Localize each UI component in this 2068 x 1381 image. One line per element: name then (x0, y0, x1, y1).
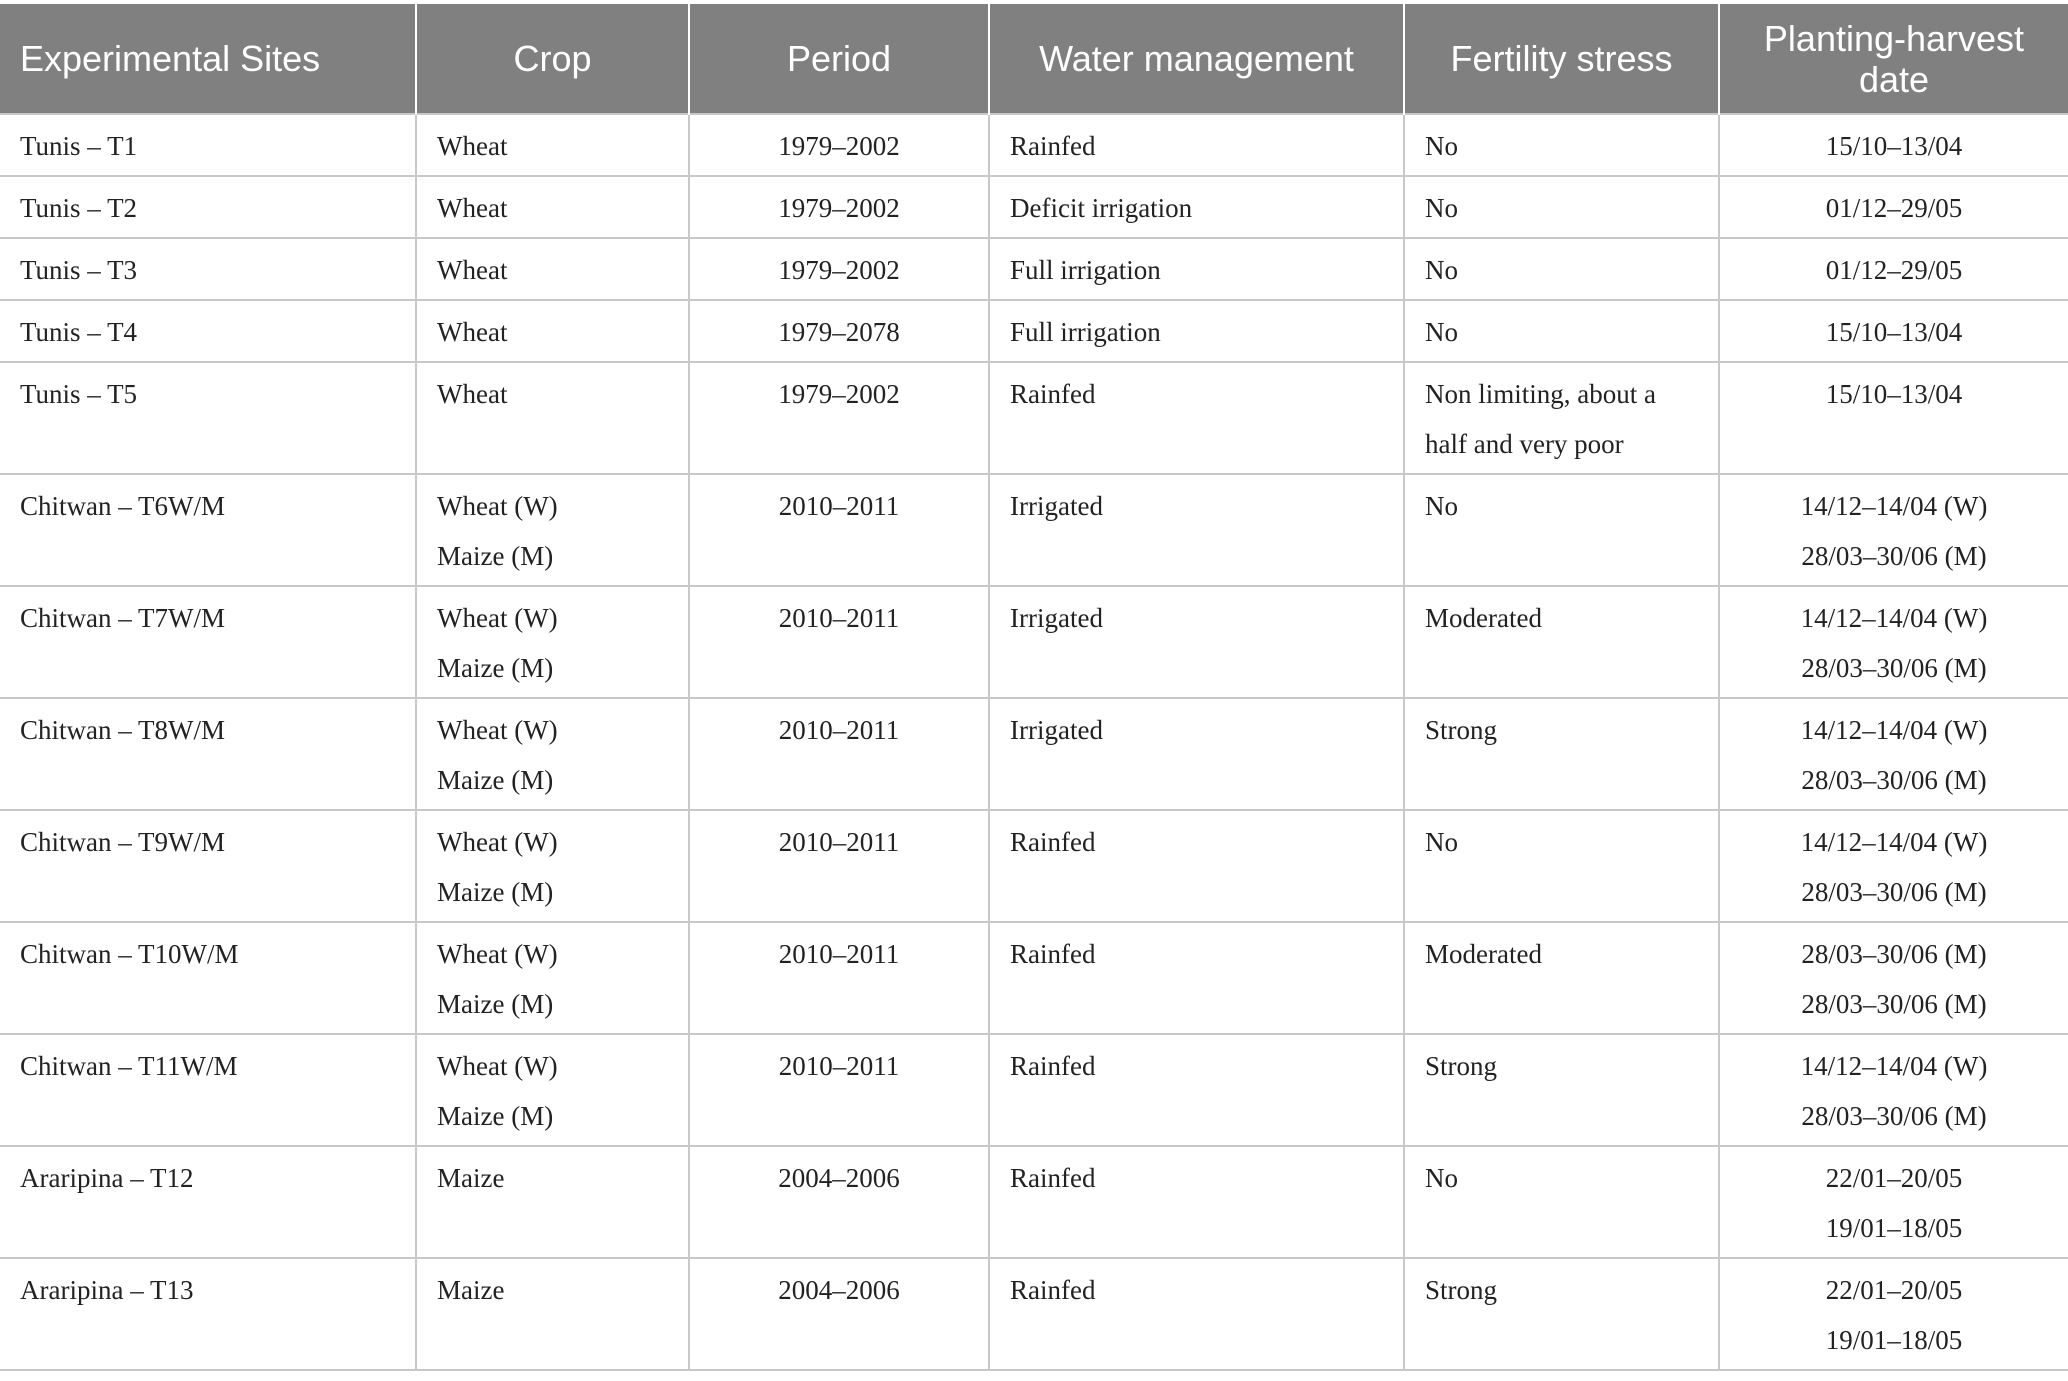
cell-water-management: Rainfed (989, 810, 1404, 922)
cell-crop-line: Wheat (437, 193, 508, 223)
cell-planting-harvest-date (1719, 362, 2068, 474)
cell-planting-harvest-date-line: 28/03–30/06 (M) (1801, 541, 1987, 571)
cell-fertility-stress (1404, 810, 1719, 922)
cell-period: 2010–2011 (689, 1034, 989, 1146)
cell-planting-harvest-date-line: 28/03–30/06 (M) (1801, 1101, 1987, 1131)
cell-planting-harvest-date-line: 14/12–14/04 (W) (1800, 1051, 1988, 1081)
cell-crop-line: Maize (437, 1163, 505, 1193)
cell-planting-harvest-date-line: 28/03–30/06 (M) (1801, 653, 1987, 683)
table-row (0, 698, 2068, 810)
cell-crop-line: Maize (M) (437, 653, 554, 683)
cell-water-management: Full irrigation (989, 300, 1404, 362)
cell-planting-harvest-date-line: 19/01–18/05 (1825, 1325, 1963, 1355)
table-row (0, 1146, 2068, 1258)
cell-period: 2010–2011 (689, 810, 989, 922)
experimental-sites-table (0, 4, 2068, 1371)
cell-fertility-stress-line: Strong (1425, 715, 1498, 745)
cell-period: 1979–2078 (689, 300, 989, 362)
cell-planting-harvest-date-line: 22/01–20/05 (1825, 1275, 1963, 1305)
cell-planting-harvest-date-line: 15/10–13/04 (1825, 379, 1963, 409)
cell-crop (416, 362, 689, 474)
cell-site: Araripina – T12 (0, 1146, 416, 1258)
cell-site: Chitwan – T11W/M (0, 1034, 416, 1146)
table-row (0, 300, 2068, 362)
cell-water-management: Deficit irrigation (989, 176, 1404, 238)
cell-water-management: Rainfed (989, 922, 1404, 1034)
cell-site: Chitwan – T9W/M (0, 810, 416, 922)
cell-period: 2004–2006 (689, 1258, 989, 1370)
cell-fertility-stress (1404, 114, 1719, 176)
cell-planting-harvest-date (1719, 176, 2068, 238)
cell-planting-harvest-date (1719, 1258, 2068, 1370)
cell-planting-harvest-date-line: 14/12–14/04 (W) (1800, 827, 1988, 857)
table-row (0, 474, 2068, 586)
cell-planting-harvest-date-line: 28/03–30/06 (M) (1801, 939, 1987, 969)
cell-crop (416, 810, 689, 922)
cell-site: Chitwan – T10W/M (0, 922, 416, 1034)
cell-planting-harvest-date-line: 28/03–30/06 (M) (1801, 877, 1987, 907)
cell-planting-harvest-date-line: 14/12–14/04 (W) (1800, 603, 1988, 633)
cell-water-management: Rainfed (989, 114, 1404, 176)
cell-crop-line: Wheat (W) (437, 1051, 558, 1081)
cell-planting-harvest-date-line: 28/03–30/06 (M) (1801, 765, 1987, 795)
cell-crop (416, 1258, 689, 1370)
cell-fertility-stress-line: Non limiting, about a (1425, 379, 1656, 409)
cell-crop (416, 300, 689, 362)
table-row (0, 114, 2068, 176)
cell-planting-harvest-date-line: 28/03–30/06 (M) (1801, 989, 1987, 1019)
cell-crop-line: Maize (M) (437, 877, 554, 907)
cell-fertility-stress-line: No (1425, 1163, 1458, 1193)
cell-crop-line: Maize (M) (437, 541, 554, 571)
cell-period: 2010–2011 (689, 698, 989, 810)
cell-planting-harvest-date-line: 19/01–18/05 (1825, 1213, 1963, 1243)
cell-fertility-stress (1404, 300, 1719, 362)
cell-crop (416, 922, 689, 1034)
cell-planting-harvest-date (1719, 698, 2068, 810)
header-period: Period (689, 4, 989, 114)
cell-crop-line: Wheat (W) (437, 939, 558, 969)
cell-crop-line: Wheat (437, 379, 508, 409)
cell-water-management: Rainfed (989, 1258, 1404, 1370)
cell-period: 2010–2011 (689, 474, 989, 586)
cell-crop-line: Maize (437, 1275, 505, 1305)
cell-planting-harvest-date (1719, 114, 2068, 176)
cell-site: Araripina – T13 (0, 1258, 416, 1370)
cell-crop (416, 114, 689, 176)
cell-period: 2010–2011 (689, 922, 989, 1034)
cell-crop (416, 698, 689, 810)
cell-period: 2010–2011 (689, 586, 989, 698)
cell-fertility-stress-line: No (1425, 255, 1458, 285)
cell-fertility-stress-line: No (1425, 317, 1458, 347)
cell-site: Tunis – T3 (0, 238, 416, 300)
cell-fertility-stress (1404, 1034, 1719, 1146)
table-row (0, 586, 2068, 698)
cell-fertility-stress (1404, 238, 1719, 300)
cell-planting-harvest-date (1719, 922, 2068, 1034)
cell-site: Tunis – T5 (0, 362, 416, 474)
cell-crop (416, 176, 689, 238)
cell-crop (416, 1146, 689, 1258)
cell-water-management: Full irrigation (989, 238, 1404, 300)
cell-crop-line: Wheat (W) (437, 491, 558, 521)
cell-planting-harvest-date-line: 14/12–14/04 (W) (1800, 491, 1988, 521)
cell-site: Chitwan – T7W/M (0, 586, 416, 698)
cell-fertility-stress (1404, 586, 1719, 698)
cell-crop (416, 474, 689, 586)
cell-crop-line: Wheat (W) (437, 603, 558, 633)
cell-crop-line: Wheat (W) (437, 715, 558, 745)
cell-fertility-stress (1404, 474, 1719, 586)
header-row (0, 4, 2068, 114)
cell-period: 1979–2002 (689, 114, 989, 176)
header-planting-harvest-date: Planting-harvest date (1719, 4, 2068, 114)
cell-crop-line: Wheat (W) (437, 827, 558, 857)
cell-planting-harvest-date (1719, 1034, 2068, 1146)
cell-fertility-stress (1404, 1258, 1719, 1370)
cell-fertility-stress-line: Strong (1425, 1275, 1498, 1305)
cell-water-management: Rainfed (989, 1034, 1404, 1146)
cell-crop-line: Wheat (437, 255, 508, 285)
cell-crop (416, 1034, 689, 1146)
cell-planting-harvest-date (1719, 474, 2068, 586)
cell-crop (416, 586, 689, 698)
cell-fertility-stress (1404, 698, 1719, 810)
cell-water-management: Irrigated (989, 698, 1404, 810)
cell-period: 1979–2002 (689, 176, 989, 238)
cell-planting-harvest-date (1719, 586, 2068, 698)
cell-fertility-stress-line: No (1425, 491, 1458, 521)
cell-crop-line: Maize (M) (437, 765, 554, 795)
cell-site: Tunis – T2 (0, 176, 416, 238)
table-row (0, 922, 2068, 1034)
cell-period: 2004–2006 (689, 1146, 989, 1258)
cell-period: 1979–2002 (689, 362, 989, 474)
table-row (0, 810, 2068, 922)
cell-planting-harvest-date-line: 01/12–29/05 (1825, 193, 1963, 223)
cell-site: Chitwan – T8W/M (0, 698, 416, 810)
cell-fertility-stress-line: No (1425, 827, 1458, 857)
cell-planting-harvest-date-line: 15/10–13/04 (1825, 317, 1963, 347)
cell-crop (416, 238, 689, 300)
cell-fertility-stress-line: No (1425, 131, 1458, 161)
cell-site: Chitwan – T6W/M (0, 474, 416, 586)
cell-planting-harvest-date (1719, 810, 2068, 922)
header-crop: Crop (416, 4, 689, 114)
cell-planting-harvest-date (1719, 1146, 2068, 1258)
cell-fertility-stress-line: Moderated (1425, 603, 1542, 633)
cell-fertility-stress (1404, 1146, 1719, 1258)
table-row (0, 238, 2068, 300)
cell-planting-harvest-date-line: 15/10–13/04 (1825, 131, 1963, 161)
table-body (0, 114, 2068, 1370)
cell-fertility-stress-line: Strong (1425, 1051, 1498, 1081)
cell-fertility-stress-line: No (1425, 193, 1458, 223)
cell-period: 1979–2002 (689, 238, 989, 300)
cell-crop-line: Maize (M) (437, 1101, 554, 1131)
cell-water-management: Rainfed (989, 362, 1404, 474)
cell-water-management: Rainfed (989, 1146, 1404, 1258)
cell-crop-line: Maize (M) (437, 989, 554, 1019)
cell-fertility-stress-line: Moderated (1425, 939, 1542, 969)
table-row (0, 1258, 2068, 1370)
cell-planting-harvest-date (1719, 300, 2068, 362)
cell-planting-harvest-date (1719, 238, 2068, 300)
header-fertility-stress: Fertility stress (1404, 4, 1719, 114)
cell-site: Tunis – T4 (0, 300, 416, 362)
cell-fertility-stress (1404, 176, 1719, 238)
table-header (0, 4, 2068, 114)
cell-fertility-stress-line: half and very poor (1425, 429, 1624, 459)
header-experimental-sites: Experimental Sites (0, 4, 416, 114)
cell-planting-harvest-date-line: 01/12–29/05 (1825, 255, 1963, 285)
cell-planting-harvest-date-line: 22/01–20/05 (1825, 1163, 1963, 1193)
cell-fertility-stress (1404, 362, 1719, 474)
table-row (0, 362, 2068, 474)
header-water-management: Water management (989, 4, 1404, 114)
table-row (0, 176, 2068, 238)
cell-crop-line: Wheat (437, 131, 508, 161)
cell-water-management: Irrigated (989, 474, 1404, 586)
table-row (0, 1034, 2068, 1146)
cell-planting-harvest-date-line: 14/12–14/04 (W) (1800, 715, 1988, 745)
cell-crop-line: Wheat (437, 317, 508, 347)
cell-site: Tunis – T1 (0, 114, 416, 176)
cell-water-management: Irrigated (989, 586, 1404, 698)
cell-fertility-stress (1404, 922, 1719, 1034)
